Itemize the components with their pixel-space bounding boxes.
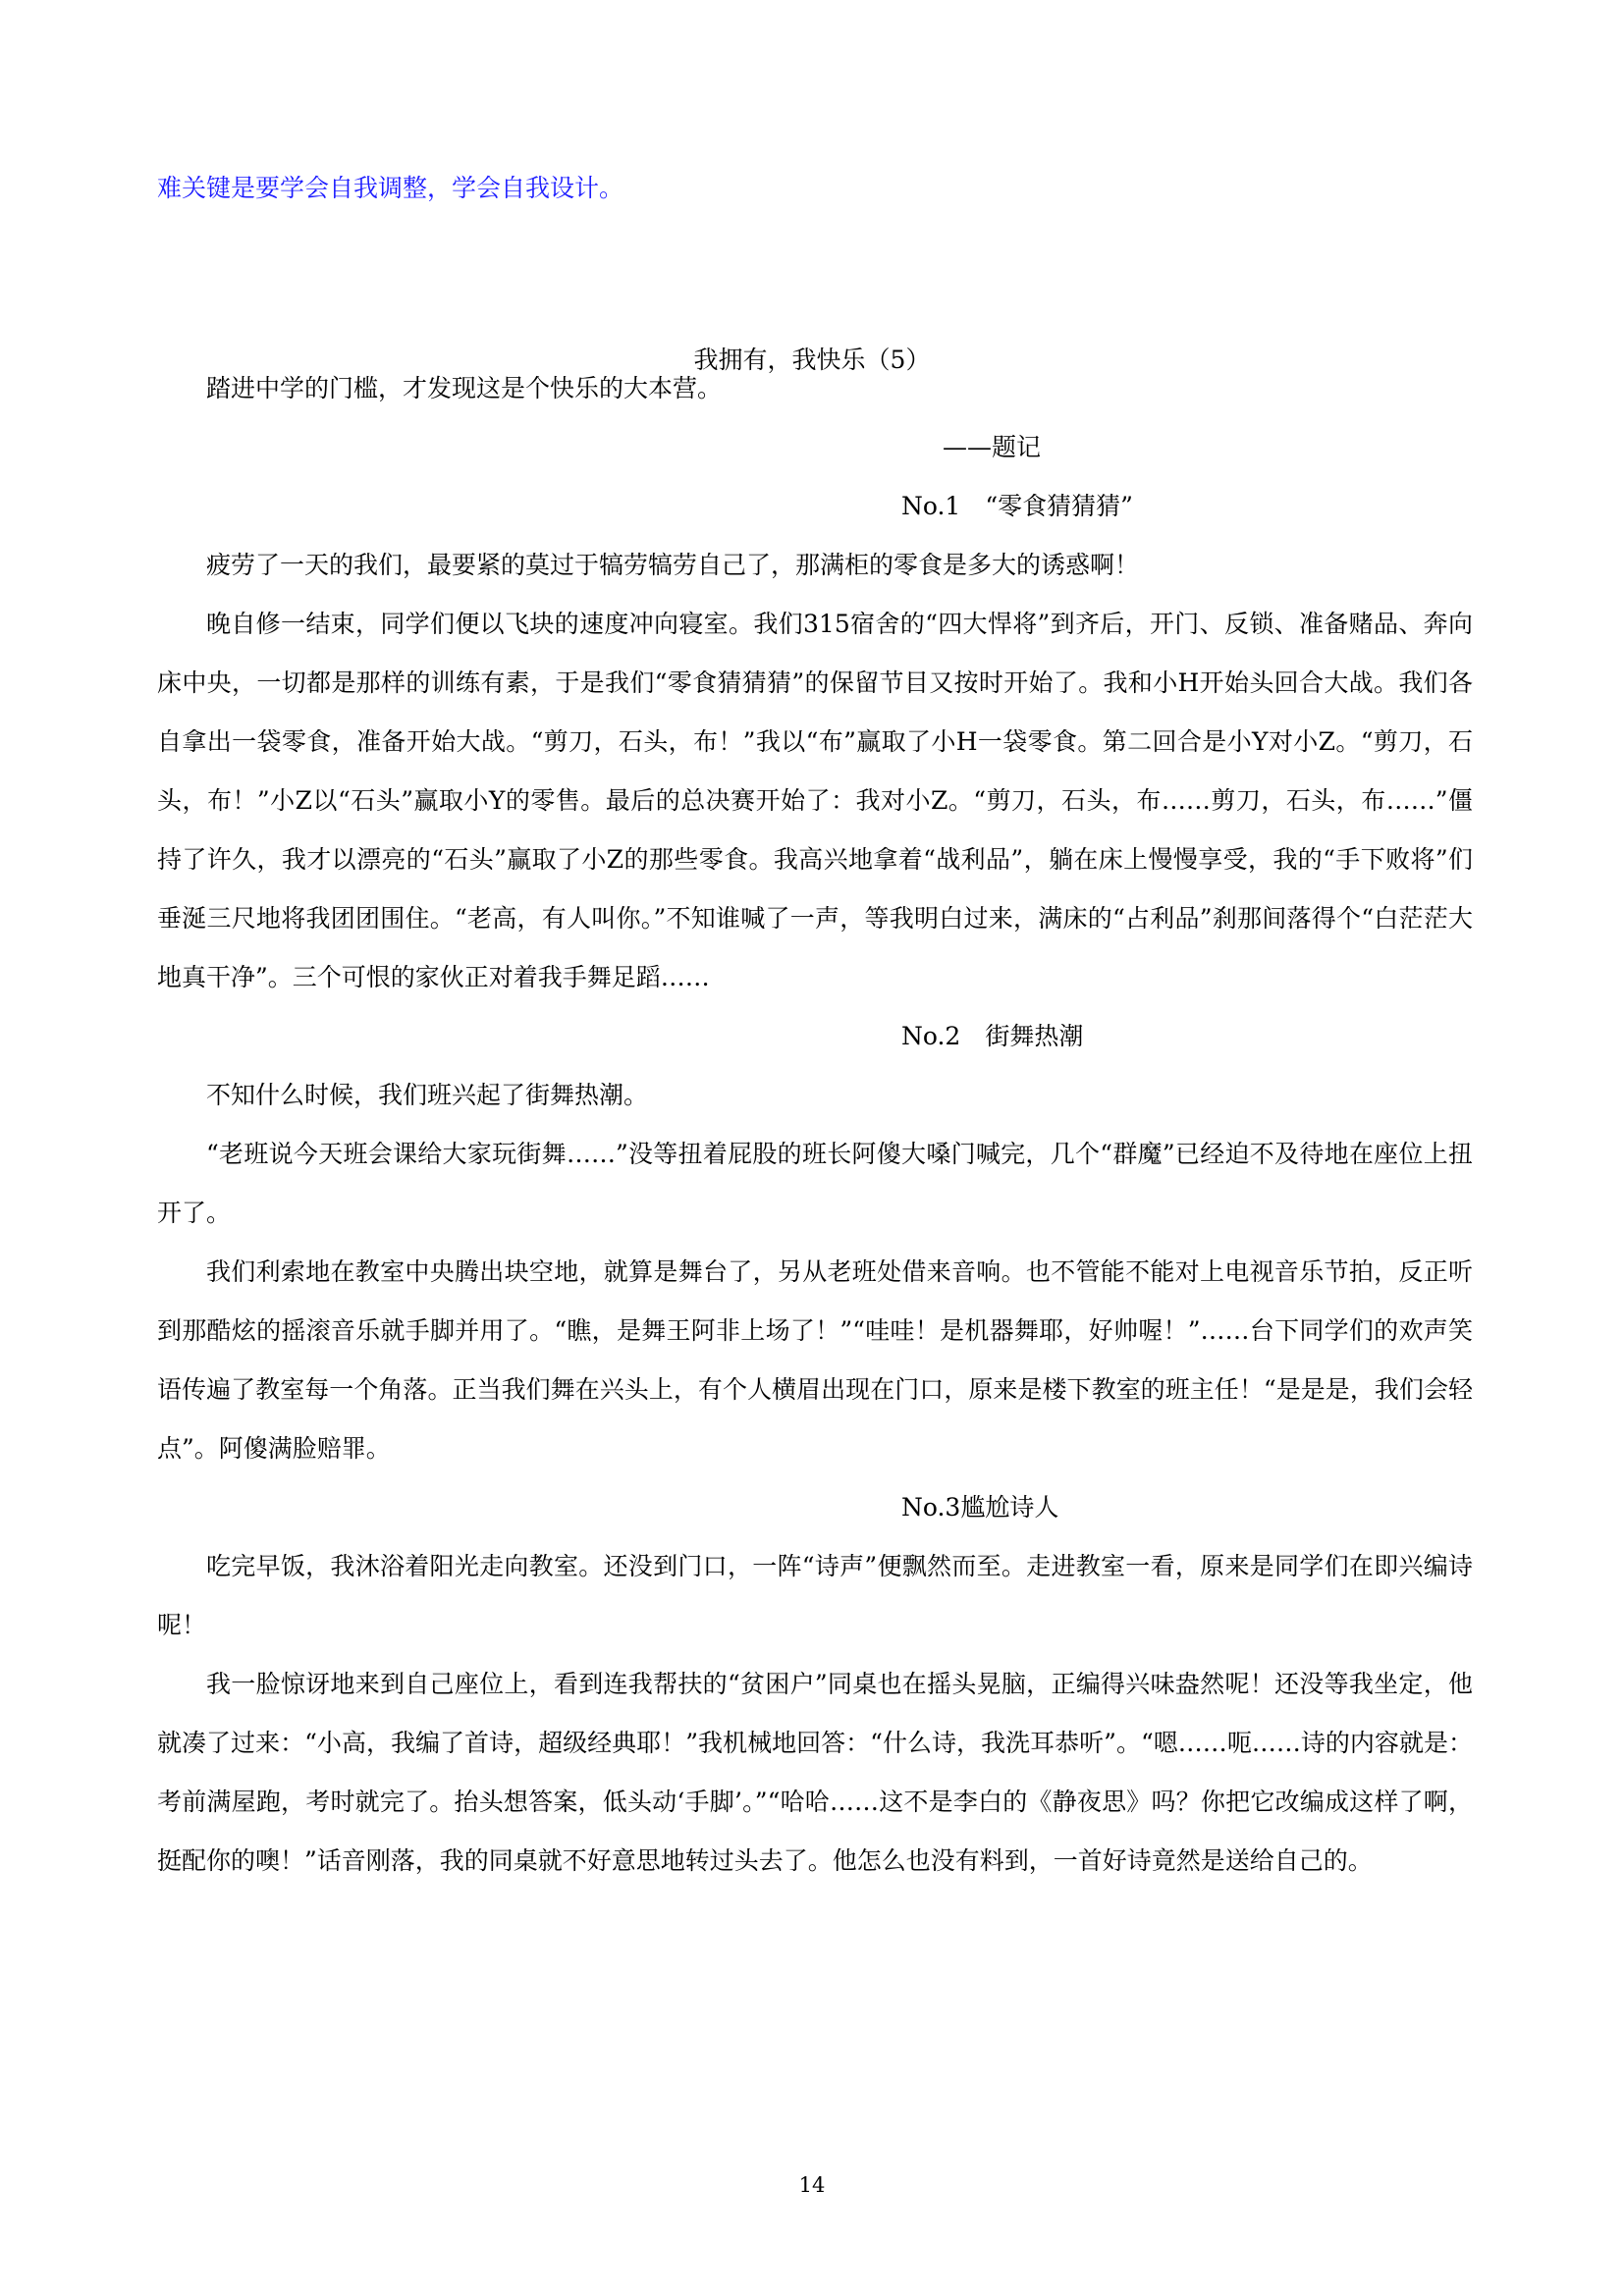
paragraph: 我们利索地在教室中央腾出块空地，就算是舞台了，另从老班处借来音响。也不管能不能对上电视音乐节拍，反正听到那酷炫的摇滚音乐就手脚并用了。“瞧，是舞王阿非上场了！”“哇哇！是机器舞耶，好帅喔！”……台下同学们的欢声笑语传遍了教室每一个角落。正当我们舞在兴头上，有个人横眉出现在门口，原来是楼下教室的班主任！“是是是，我们会轻点”。阿傻满脸赔罪。 <box>157 1257 1473 1463</box>
page-number: 14 <box>798 2173 826 2197</box>
section-heading-1: No.1 “零食猜猜猜” <box>901 492 1133 520</box>
essay-body <box>157 359 1473 1891</box>
paragraph: 我一脸惊讶地来到自己座位上，看到连我帮扶的“贫困户”同桌也在摇头晃脑，正编得兴味盎然呢！还没等我坐定，他就凑了过来：“小高，我编了首诗，超级经典耶！”我机械地回答：“什么诗，我洗耳恭听”。“嗯……呃……诗的内容就是：考前满屋跑，考时就完了。抬头想答案，低头动‘手脚’。”“哈哈……这不是李白的《静夜思》吗？你把它改编成这样了啊，挺配你的噢！”话音刚落，我的同桌就不好意思地转过头去了。他怎么也没有料到，一首好诗竟然是送给自己的。 <box>157 1670 1473 1875</box>
paragraph: 不知什么时候，我们班兴起了街舞热潮。 <box>206 1081 649 1109</box>
intro-line: 难关键是要学会自我调整，学会自我设计。 <box>157 174 624 202</box>
epigraph-sign: ——题记 <box>943 433 1042 461</box>
paragraph: 吃完早饭，我沐浴着阳光走向教室。还没到门口，一阵“诗声”便飘然而至。走进教室一看，原来是同学们在即兴编诗呢！ <box>157 1552 1473 1639</box>
section-heading-3: No.3尴尬诗人 <box>901 1493 1059 1522</box>
section-heading-2: No.2 街舞热潮 <box>901 1022 1084 1050</box>
paragraph: 晚自修一结束，同学们便以飞块的速度冲向寝室。我们315宿舍的“四大悍将”到齐后，开门、反锁、准备赌品、奔向床中央，一切都是那样的训练有素，于是我们“零食猜猜猜”的保留节目又按时开始了。我和小H开始头回合大战。我们各自拿出一袋零食，准备开始大战。“剪刀，石头，布！”我以“布”赢取了小H一袋零食。第二回合是小Y对小Z。“剪刀，石头，布！”小Z以“石头”赢取小Y的零售。最后的总决赛开始了：我对小Z。“剪刀，石头，布……剪刀，石头，布……”僵持了许久，我才以漂亮的“石头”赢取了小Z的那些零食。我高兴地拿着“战利品”，躺在床上慢慢享受，我的“手下败将”们垂涎三尺地将我团团围住。“老高，有人叫你。”不知谁喊了一声，等我明白过来，满床的“占利品”刹那间落得个“白茫茫大地真干净”。三个可恨的家伙正对着我手舞足蹈…… <box>157 610 1473 991</box>
paragraph: 疲劳了一天的我们，最要紧的莫过于犒劳犒劳自己了，那满柜的零食是多大的诱惑啊！ <box>206 551 1140 579</box>
epigraph: 踏进中学的门槛，才发现这是个快乐的大本营。 <box>206 374 723 402</box>
paragraph: “老班说今天班会课给大家玩街舞……”没等扭着屁股的班长阿傻大嗓门喊完，几个“群魔”已经迫不及待地在座位上扭开了。 <box>157 1140 1473 1227</box>
essay-title: 我拥有，我快乐（5） <box>693 346 931 374</box>
